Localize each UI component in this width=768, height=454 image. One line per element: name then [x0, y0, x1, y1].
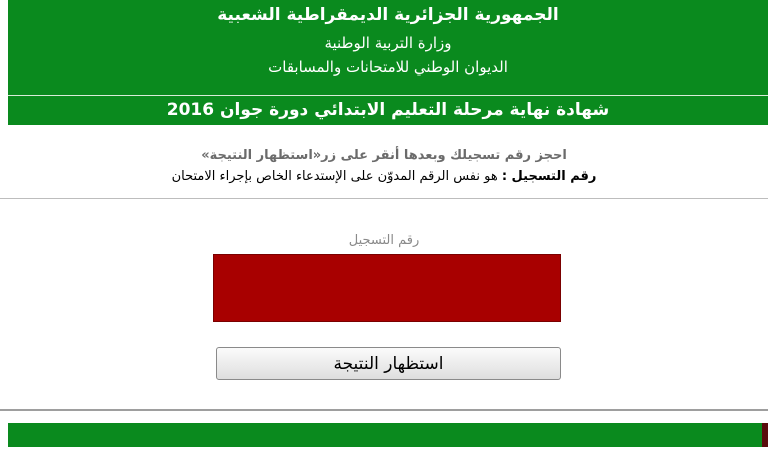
footer-bar — [8, 423, 762, 447]
country-title: الجمهورية الجزائرية الديمقراطية الشعبية — [217, 5, 559, 25]
instruction-label: رقم التسجيل : — [501, 169, 597, 184]
header — [8, 0, 768, 95]
divider — [0, 198, 768, 199]
instruction-secondary — [0, 169, 768, 184]
exam-banner: شهادة نهاية مرحلة التعليم الابتدائي دورة جوان 2016 — [8, 96, 768, 125]
office-title: الديوان الوطني للامتحانات والمسابقات — [268, 58, 508, 76]
ministry-title: وزارة التربية الوطنية — [324, 34, 452, 52]
instruction-primary: احجز رقم تسجيلك وبعدها أنقر على زر«استظهار النتيجة» — [201, 148, 567, 163]
registration-number-input[interactable] — [213, 254, 561, 322]
footer-edge — [762, 423, 768, 447]
registration-label: رقم التسجيل — [348, 233, 420, 248]
divider — [0, 409, 768, 411]
instruction-text: هو نفس الرقم المدوّن على الإستدعاء الخاص بإجراء الامتحان — [171, 169, 502, 184]
show-result-button[interactable]: استظهار النتيجة — [216, 347, 561, 380]
